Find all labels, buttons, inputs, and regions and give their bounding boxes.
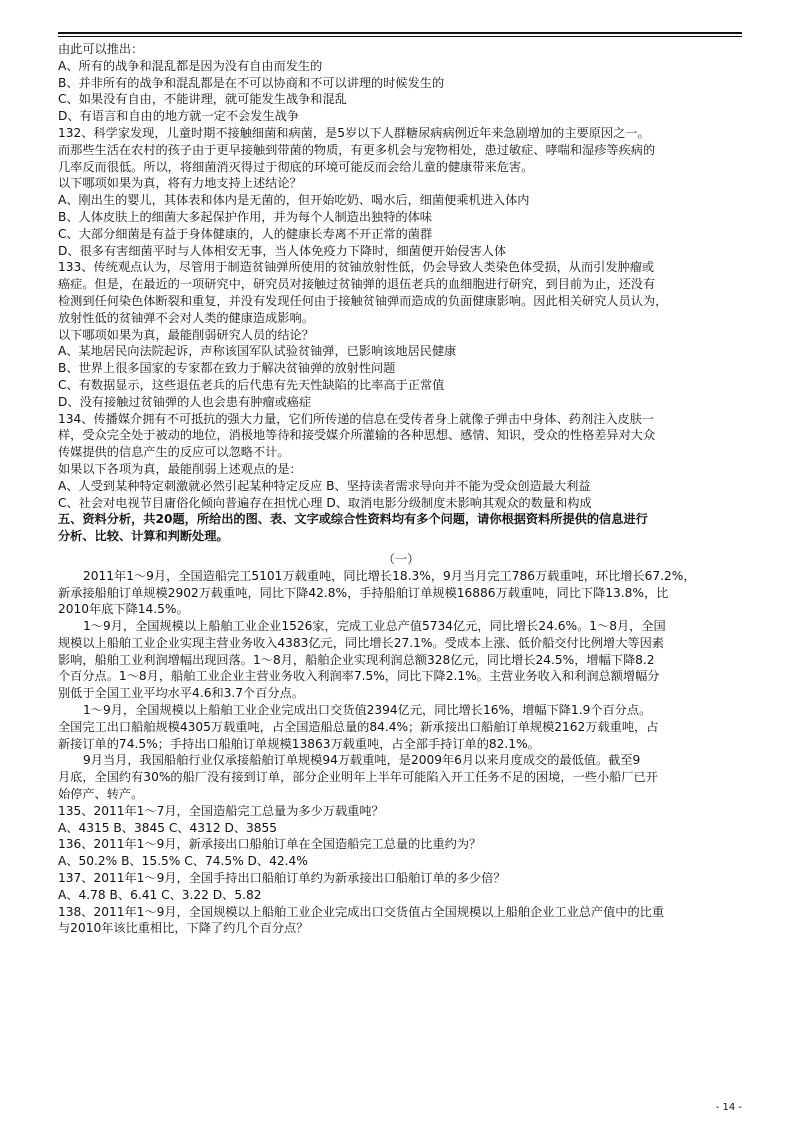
- question-line: 而那些生活在农村的孩子由于更早接触到带菌的物质，有更多机会与宠物相处，患过敏症、哮喘和湿疹等疾病的: [58, 142, 656, 157]
- option-line: B、并非所有的战争和混乱都是在不可以协商和不可以讲理的时候发生的: [58, 75, 445, 90]
- question-stem: 136、2011年1～9月，新承接出口船舶订单在全国造船完工总量的比重约为？: [58, 837, 482, 852]
- question-stem: 138、2011年1～9月，全国规模以上船舶工业企业完成出口交货值占全国规模以上船舶企业工业总产值中的比重: [58, 904, 665, 919]
- question-options: A、50.2% B、15.5% C、74.5% D、42.4%: [58, 854, 308, 869]
- option-line: D、有语言和自由的地方就一定不会发生战争: [58, 109, 299, 124]
- option-line: A、刚出生的婴儿，其体表和体内是无菌的，但开始吃奶、喝水后，细菌便乘机进入体内: [58, 193, 530, 208]
- prompt-line: 以下哪项如果为真，最能削弱研究人员的结论？: [58, 327, 314, 342]
- question-options: A、4.78 B、6.41 C、3.22 D、5.82: [58, 887, 262, 902]
- passage-label: （一）: [382, 551, 420, 566]
- question-line: 放射性低的贫铀弹不会对人类的健康造成影响。: [58, 310, 314, 325]
- option-line: A、人受到某种特定刺激就必然引起某种特定反应 B、坚持读者需求导向并不能为受众创造最大利益: [58, 478, 591, 493]
- option-line: C、有数据显示，这些退伍老兵的后代患有先天性缺陷的比率高于正常值: [58, 377, 445, 392]
- passage-line: 月底，全国约有30%的船厂没有接到订单，部分企业明年上半年可能陷入开工任务不足的困境，一些小船厂已开: [58, 770, 658, 785]
- passage-line: 新承接船舶订单规模2902万载重吨，同比下降42.8%，手持船舶订单规模16886万载重吨，同比下降13.8%，比: [58, 585, 669, 600]
- question-line: 癌症。但是，在最近的一项研究中，研究员对接触过贫铀弹的退伍老兵的血细胞进行研究，到目前为止，还没有: [58, 277, 656, 292]
- page-content: [58, 41, 744, 937]
- option-line: B、人体皮肤上的细菌大多起保护作用，并为每个人制造出独特的体味: [58, 209, 432, 224]
- question-options: A、4315 B、3845 C、4312 D、3855: [58, 820, 278, 835]
- prompt-line: 如果以下各项为真，最能削弱上述观点的是：: [58, 461, 302, 476]
- option-line: A、某地居民向法院起诉，声称该国军队试验贫铀弹，已影响该地居民健康: [58, 344, 457, 359]
- option-line: D、很多有害细菌平时与人体相安无事，当人体免疫力下降时，细菌便开始侵害人体: [58, 243, 507, 258]
- question-line: 132、科学家发现，儿童时期不接触细菌和病菌，是5岁以下人群糖尿病病例近年来急剧增加的主要原因之一。: [58, 125, 650, 140]
- passage-line: 全国完工出口船舶规模4305万载重吨，占全国造船总量的84.4%；新承接出口船舶订单规模2162万载重吨，占: [58, 719, 659, 734]
- option-line: C、大部分细菌是有益于身体健康的，人的健康长寿离不开正常的菌群: [58, 226, 433, 241]
- question-line: 检测到任何染色体断裂和重复，并没有发现任何由于接触贫铀弹而造成的负面健康影响。因此相关研究人员认为，: [58, 293, 668, 308]
- question-stem: 137、2011年1～9月，全国手持出口船舶订单约为新承接出口船舶订单的多少倍？: [58, 871, 506, 886]
- question-line: 134、传播媒介拥有不可抵抗的强大力量，它们所传递的信息在受传者身上就像子弹击中身体、药剂注入皮肤一: [58, 411, 655, 426]
- passage-line: 始停产、转产。: [58, 787, 144, 802]
- question-line: 传媒提供的信息产生的反应可以忽略不计。: [58, 445, 290, 460]
- question-line: 133、传统观点认为，尽管用于制造贫铀弹所使用的贫铀放射性低，仍会导致人类染色体受损，从而引发肿瘤或: [58, 260, 655, 275]
- passage-line: 新接订单的74.5%；手持出口船舶订单规模13863万载重吨，占全部手持订单的82.1%。: [58, 736, 540, 751]
- option-line: C、社会对电视节目庸俗化倾向普遍存在担忧心理 D、取消电影分级制度未影响其观众的数量和构成: [58, 495, 592, 510]
- passage-line: 2011年1～9月，全国造船完工5101万载重吨，同比增长18.3%，9月当月完工786万载重吨，环比增长67.2%，: [83, 568, 696, 583]
- data-passage: [58, 568, 744, 803]
- text-line: 由此可以推出：: [58, 42, 144, 56]
- question-stem: 135、2011年1～7月，全国造船完工总量为多少万载重吨？: [58, 803, 384, 818]
- option-line: B、世界上很多国家的专家都在致力于解决贫铀弹的放射性问题: [58, 361, 396, 376]
- passage-line: 规模以上船舶工业企业实现主营业务收入4383亿元，同比增长27.1%。受成本上涨、低价船交付比例增大等因素: [58, 635, 664, 650]
- header-rule-thin: [58, 36, 742, 37]
- section-heading: 五、资料分析，共20题，所给出的图、表、文字或综合性资料均有多个问题，请你根据资料所提供的信息进行: [58, 512, 648, 527]
- passage-line: 影响，船舶工业利润增幅出现回落。1～8月，船舶企业实现利润总额328亿元，同比增长24.5%，增幅下降8.2: [58, 652, 655, 667]
- question-line: 几率反而很低。所以，将细菌消灭得过于彻底的环境可能反而会给儿童的健康带来危害。: [58, 159, 534, 174]
- option-line: D、没有接触过贫铀弹的人也会患有肿瘤或癌症: [58, 394, 312, 409]
- question-line: 样，受众完全处于被动的地位，消极地等待和接受媒介所灌输的各种思想、感情、知识，受众的性格差异对大众: [58, 428, 656, 443]
- section-heading-cont: 分析、比较、计算和判断处理。: [58, 529, 229, 544]
- questions-135-138: [58, 803, 744, 937]
- questions-131-134: [58, 41, 744, 511]
- page-number: - 14 -: [715, 1102, 742, 1113]
- passage-line: 1～9月，全国规模以上船舶工业企业1526家，完成工业总产值5734亿元，同比增长24.6%。1～8月，全国: [83, 619, 666, 634]
- prompt-line: 以下哪项如果为真，将有力地支持上述结论？: [58, 176, 302, 191]
- option-line: A、所有的战争和混乱都是因为没有自由而发生的: [58, 58, 323, 73]
- passage-line: 别低于全国工业平均水平4.6和3.7个百分点。: [58, 686, 304, 701]
- passage-line: 9月当月，我国船舶行业仅承接船舶订单规模94万载重吨，是2009年6月以来月度成交的最低值。截至9: [83, 753, 641, 768]
- question-stem-cont: 与2010年该比重相比，下降了约几个百分点？: [58, 921, 309, 936]
- passage-line: 2010年底下降14.5%。: [58, 602, 189, 617]
- option-line: C、如果没有自由，不能讲理，就可能发生战争和混乱: [58, 92, 347, 107]
- passage-line: 个百分点。1～8月，船舶工业企业主营业务收入利润率7.5%，同比下降2.1%。主营业务收入和利润总额增幅分: [58, 669, 660, 684]
- passage-line: 1～9月，全国规模以上船舶工业企业完成出口交货值2394亿元，同比增长16%，增幅下降1.9个百分点。: [83, 703, 652, 718]
- header-rule-thick: [58, 32, 742, 34]
